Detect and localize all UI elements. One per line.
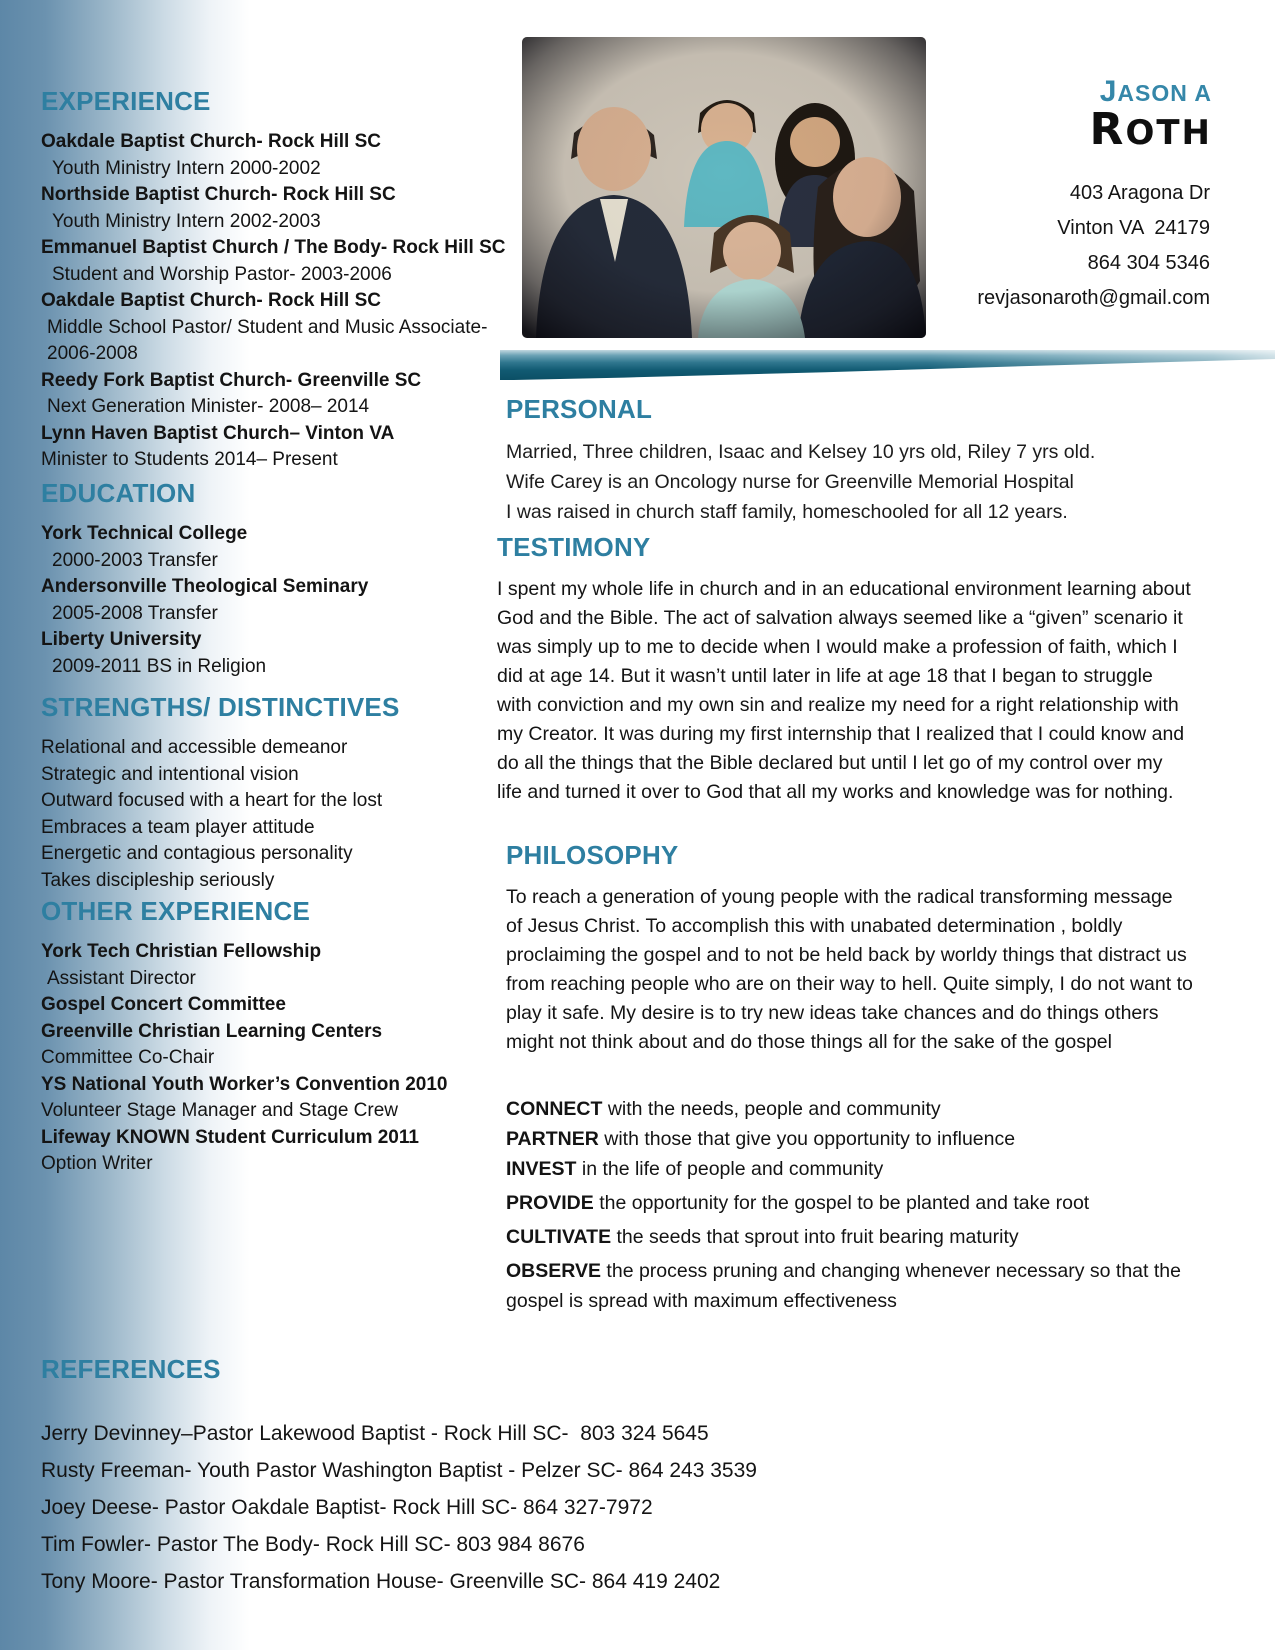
- action-text: in the life of people and community: [576, 1158, 884, 1180]
- action-line: [506, 1154, 1198, 1184]
- references-section: [41, 1354, 1221, 1600]
- phone-number: 864 304 5346: [1087, 252, 1210, 274]
- reference-item: Rusty Freeman- Youth Pastor Washington Baptist - Pelzer SC- 864 243 3539: [41, 1459, 757, 1482]
- testimony-paragraph: I spent my whole life in church and in an educational environment learning about God and the Bible. The act of salvation always seemed like a “given” scenario it was simply up to me to decide when I would make a profession of faith, which I did at age 14. But it wasn’t until later in life at age 18 that I began to struggle with conviction and my own sin and realize my need for a right relationship with my Creator. It was during my first internship that I realized that I could know and do all the things that the Bible declared but until I let go of my control over my life and turned it over to God that all my works and knowledge was for nothing.: [497, 578, 1191, 803]
- strength-item: Relational and accessible demeanor: [41, 737, 348, 758]
- experience-line: Student and Worship Pastor- 2003-2006: [52, 263, 392, 285]
- strength-item: Strategic and intentional vision: [41, 763, 299, 785]
- other-experience-heading: OTHER EXPERIENCE: [41, 896, 311, 926]
- education-line: 2009-2011 BS in Religion: [52, 655, 267, 677]
- action-line: [506, 1222, 1198, 1252]
- email-address: revjasonaroth@gmail.com: [977, 287, 1210, 309]
- teal-swoosh-divider: [500, 350, 1275, 380]
- strengths-section: [41, 692, 522, 894]
- reference-item: Tim Fowler- Pastor The Body- Rock Hill SC- 803 984 8676: [41, 1533, 585, 1556]
- philosophy-section: [506, 840, 1194, 1057]
- testimony-heading: TESTIMONY: [497, 532, 651, 562]
- other-experience-line: Gospel Concert Committee: [41, 994, 286, 1015]
- action-line: [506, 1094, 1198, 1124]
- action-word: OBSERVE: [506, 1260, 602, 1282]
- experience-line: Oakdale Baptist Church- Rock Hill SC: [41, 290, 381, 311]
- reference-item: Jerry Devinney–Pastor Lakewood Baptist - Rock Hill SC- 803 324 5645: [41, 1422, 709, 1445]
- education-line: York Technical College: [41, 523, 248, 544]
- other-experience-line: Lifeway KNOWN Student Curriculum 2011: [41, 1126, 419, 1148]
- family-photo-illustration: [522, 37, 926, 338]
- other-experience-line: York Tech Christian Fellowship: [41, 941, 322, 962]
- other-experience-line: Volunteer Stage Manager and Stage Crew: [41, 1100, 399, 1121]
- other-experience-line: Option Writer: [41, 1153, 153, 1174]
- other-experience-line: Greenville Christian Learning Centers: [41, 1020, 383, 1042]
- action-text: with those that give you opportunity to influence: [598, 1128, 1016, 1150]
- personal-line: Wife Carey is an Oncology nurse for Greenville Memorial Hospital: [506, 471, 1074, 493]
- address-line-2: Vinton VA 24179: [1057, 217, 1210, 239]
- experience-line: Youth Ministry Intern 2002-2003: [52, 210, 321, 232]
- action-word: INVEST: [506, 1158, 577, 1180]
- action-text: the process pruning and changing whenever necessary so that the gospel is spread with maximum effectiveness: [506, 1260, 1192, 1312]
- other-experience-line: YS National Youth Worker’s Convention 2010: [41, 1073, 448, 1095]
- testimony-section: [497, 532, 1191, 807]
- philosophy-actions-list: [506, 1094, 1198, 1316]
- philosophy-heading: PHILOSOPHY: [506, 840, 679, 870]
- experience-heading: EXPERIENCE: [41, 86, 211, 116]
- strength-item: Embraces a team player attitude: [41, 816, 315, 838]
- strengths-heading: STRENGTHS/ DISTINCTIVES: [41, 692, 400, 722]
- strength-item: Outward focused with a heart for the lost: [41, 790, 383, 811]
- personal-line: I was raised in church staff family, homeschooled for all 12 years.: [506, 501, 1068, 523]
- strength-item: Takes discipleship seriously: [41, 869, 275, 891]
- education-line: Andersonville Theological Seminary: [41, 576, 369, 597]
- name-block: [1089, 75, 1212, 156]
- personal-heading: PERSONAL: [506, 394, 653, 424]
- action-text: with the needs, people and community: [602, 1098, 941, 1120]
- other-experience-section: [41, 896, 522, 1178]
- personal-line: Married, Three children, Isaac and Kelsey 10 yrs old, Riley 7 yrs old.: [506, 441, 1096, 463]
- education-line: 2005-2008 Transfer: [52, 602, 218, 624]
- experience-line: Northside Baptist Church- Rock Hill SC: [41, 184, 396, 205]
- action-word: PROVIDE: [506, 1192, 594, 1214]
- first-name: JASON A: [1099, 75, 1212, 108]
- experience-line: Next Generation Minister- 2008– 2014: [47, 396, 370, 417]
- action-word: PARTNER: [506, 1128, 599, 1150]
- education-line: Liberty University: [41, 629, 202, 650]
- action-line: [506, 1124, 1198, 1154]
- personal-section: [506, 394, 1196, 527]
- strength-item: Energetic and contagious personality: [41, 843, 353, 864]
- experience-line: Youth Ministry Intern 2000-2002: [52, 157, 321, 179]
- experience-line: Middle School Pastor/ Student and Music Associate- 2006-2008: [47, 316, 488, 364]
- action-word: CONNECT: [506, 1098, 603, 1120]
- references-list: [41, 1415, 1221, 1600]
- reference-item: Tony Moore- Pastor Transformation House- Greenville SC- 864 419 2402: [41, 1570, 721, 1593]
- philosophy-paragraph: To reach a generation of young people with the radical transforming message of Jesus Christ. To accomplish this with unabated determination , boldly proclaiming the gospel and to not be held back by worldy things that distract us from reaching people who are on their way to hell. Quite simply, I do not want to play it safe. My desire is to try new ideas take chances and do things others might not think about and do those things all for the sake of the gospel: [506, 886, 1193, 1053]
- other-experience-line: Committee Co-Chair: [41, 1047, 215, 1068]
- other-experience-line: Assistant Director: [47, 967, 196, 989]
- experience-line: Emmanuel Baptist Church / The Body- Rock Hill SC: [41, 237, 506, 258]
- education-section: [41, 478, 522, 680]
- experience-line: Oakdale Baptist Church- Rock Hill SC: [41, 131, 381, 152]
- action-word: CULTIVATE: [506, 1226, 612, 1248]
- experience-line: Lynn Haven Baptist Church– Vinton VA: [41, 422, 395, 444]
- action-text: the seeds that sprout into fruit bearing maturity: [611, 1226, 1019, 1248]
- action-line: [506, 1188, 1198, 1218]
- experience-section: [41, 86, 522, 474]
- references-heading: REFERENCES: [41, 1354, 221, 1384]
- last-name: ROTH: [1089, 104, 1212, 156]
- family-photo: [522, 37, 926, 338]
- reference-item: Joey Deese- Pastor Oakdale Baptist- Rock Hill SC- 864 327-7972: [41, 1496, 653, 1519]
- contact-block: [977, 176, 1210, 316]
- education-heading: EDUCATION: [41, 478, 196, 508]
- experience-line: Reedy Fork Baptist Church- Greenville SC: [41, 369, 422, 391]
- action-text: the opportunity for the gospel to be planted and take root: [593, 1192, 1090, 1214]
- experience-line: Minister to Students 2014– Present: [41, 449, 338, 470]
- education-line: 2000-2003 Transfer: [52, 549, 218, 571]
- action-line: [506, 1256, 1198, 1316]
- address-line-1: 403 Aragona Dr: [1069, 182, 1210, 204]
